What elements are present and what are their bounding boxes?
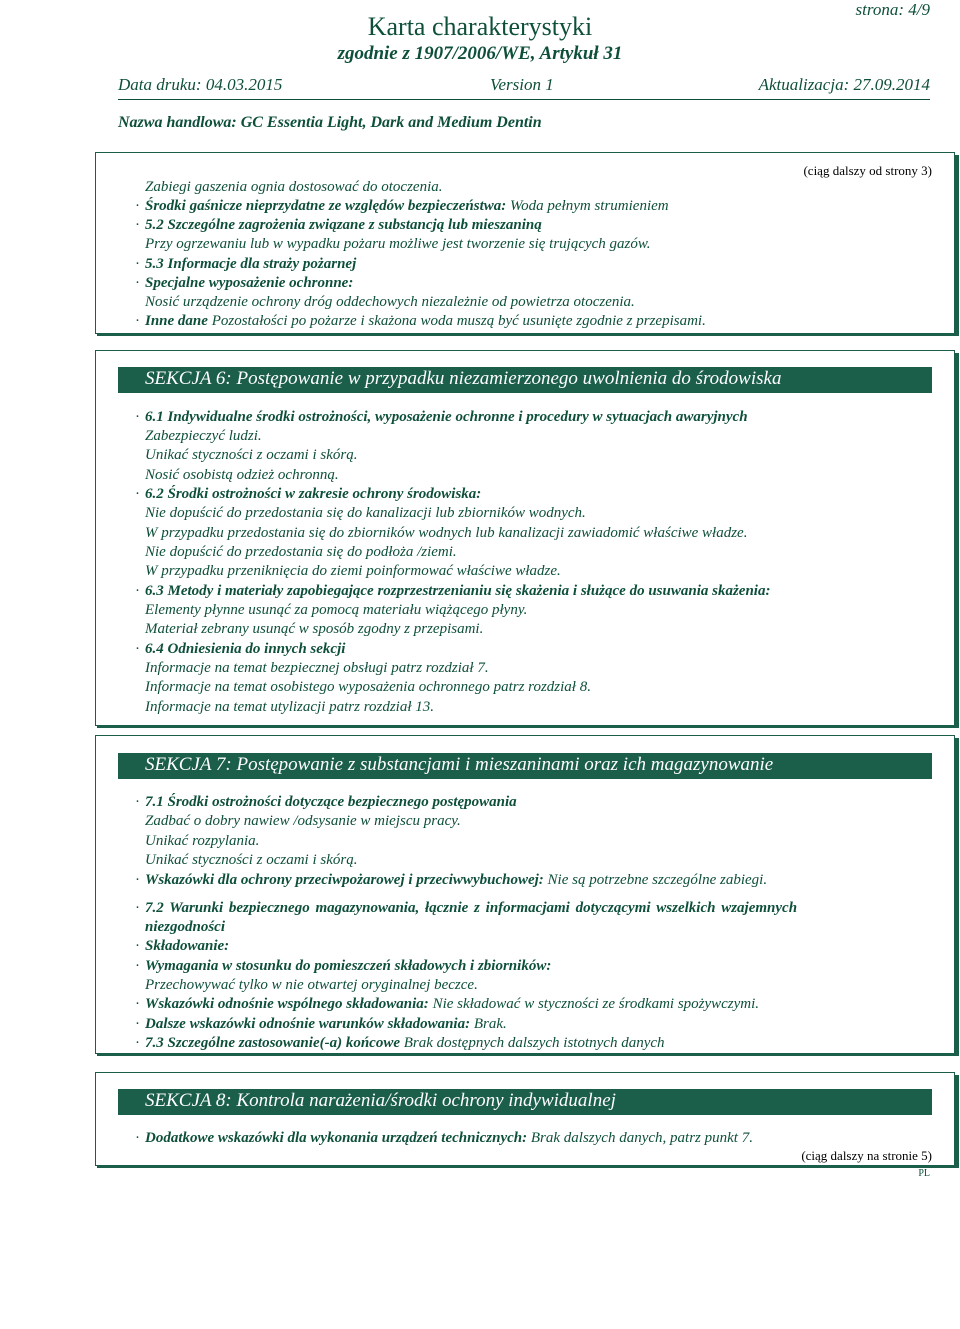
- subsection-heading: · 7.3 Szczególne zastosowanie(-a) końcowe Brak dostępnych dalszych istotnych danych: [135, 1035, 665, 1051]
- print-date: Data druku: 04.03.2015: [118, 75, 283, 94]
- section8-box: [95, 1072, 955, 1166]
- section8-title-bar: [118, 1089, 932, 1115]
- subsection-heading: · 5.3 Informacje dla straży pożarnej: [135, 256, 357, 272]
- language-code: PL: [918, 1168, 930, 1179]
- section6-title-bar: [118, 367, 932, 393]
- trade-name: Nazwa handlowa: GC Essentia Light, Dark and Medium Dentin: [118, 114, 542, 131]
- text-line: Zabiegi gaszenia ognia dostosować do otoczenia.: [145, 179, 443, 195]
- section8-title: SEKCJA 8: Kontrola narażenia/środki ochrony indywidualnej: [145, 1090, 616, 1111]
- text-line: · Składowanie:: [135, 938, 230, 954]
- text-line: W przypadku przeniknięcia do ziemi poinformować właściwe władze.: [145, 563, 561, 579]
- header-rule: [118, 99, 930, 100]
- text-line: Unikać styczności z oczami i skórą.: [145, 447, 358, 463]
- version: Version 1: [490, 75, 554, 94]
- text-line: · Dalsze wskazówki odnośnie warunków składowania: Brak.: [135, 1016, 507, 1032]
- subsection-heading: · 6.3 Metody i materiały zapobiegające rozprzestrzenianiu się skażenia i służące do usuwania skażenia:: [135, 583, 771, 599]
- update-date: Aktualizacja: 27.09.2014: [758, 75, 930, 94]
- continued-from: (ciąg dalszy od strony 3): [803, 163, 932, 178]
- text-line: Informacje na temat utylizacji patrz rozdział 13.: [145, 699, 435, 715]
- text-line: Przy ogrzewaniu lub w wypadku pożaru możliwe jest tworzenie się trujących gazów.: [145, 236, 651, 252]
- text-line: Przechowywać tylko w nie otwartej oryginalnej beczce.: [145, 977, 478, 993]
- subsection-heading: · 6.1 Indywidualne środki ostrożności, wyposażenie ochronne i procedury w sytuacjach awaryjnych: [135, 409, 748, 425]
- page-number: strona: 4/9: [855, 0, 930, 19]
- subsection-heading: · 5.2 Szczególne zagrożenia związane z substancją lub mieszaniną: [135, 217, 542, 233]
- text-line: Nie dopuścić do przedostania się do podłoża /ziemi.: [145, 544, 457, 560]
- text-line: Nosić osobistą odzież ochronną.: [145, 467, 339, 483]
- section7-title: SEKCJA 7: Postępowanie z substancjami i mieszaninami oraz ich magazynowanie: [145, 754, 774, 775]
- text-line: Zabezpieczyć ludzi.: [145, 428, 262, 444]
- text-line: · Inne dane Pozostałości po pożarze i skażona woda muszą być usunięte zgodnie z przepisami.: [135, 313, 706, 329]
- document-subtitle: zgodnie z 1907/2006/WE, Artykuł 31: [337, 43, 623, 64]
- text-line: Zadbać o dobry nawiew /odsysanie w miejscu pracy.: [145, 813, 461, 829]
- subsection-heading-cont: niezgodności: [145, 919, 226, 935]
- subsection-heading: · 7.2 Warunki bezpiecznego magazynowania, łącznie z informacjami dotyczącymi wszelkich wzajemnych: [135, 900, 798, 916]
- text-line: · Środki gaśnicze nieprzydatne ze względów bezpieczeństwa: Woda pełnym strumieniem: [135, 198, 669, 214]
- text-line: Nosić urządzenie ochrony dróg oddechowych niezależnie od powietrza otoczenia.: [145, 294, 635, 310]
- text-line: Materiał zebrany usunąć w sposób zgodny z przepisami.: [145, 621, 484, 637]
- text-line: W przypadku przedostania się do zbiorników wodnych lub kanalizacji zawiadomić właściwe władze.: [145, 525, 748, 541]
- text-line: · Specjalne wyposażenie ochronne:: [135, 275, 354, 291]
- section7-title-bar: [118, 753, 932, 779]
- subsection-heading: · 6.2 Środki ostrożności w zakresie ochrony środowiska:: [135, 486, 482, 502]
- text-line: · Wskazówki dla ochrony przeciwpożarowej i przeciwwybuchowej: Nie są potrzebne szczególne zabiegi.: [135, 872, 768, 888]
- text-line: Unikać rozpylania.: [145, 833, 260, 849]
- text-line: Informacje na temat bezpiecznej obsługi patrz rozdział 7.: [145, 660, 489, 676]
- text-line: · Wskazówki odnośnie wspólnego składowania: Nie składować w styczności ze środkami spożywczymi.: [135, 996, 760, 1012]
- document-title: Karta charakterystyki: [367, 12, 593, 41]
- text-line: · Dodatkowe wskazówki dla wykonania urządzeń technicznych: Brak dalszych danych, patrz punkt 7.: [135, 1130, 753, 1146]
- section6-title: SEKCJA 6: Postępowanie w przypadku niezamierzonego uwolnienia do środowiska: [145, 368, 782, 389]
- text-line: · Wymagania w stosunku do pomieszczeń składowych i zbiorników:: [135, 958, 552, 974]
- text-line: Informacje na temat osobistego wyposażenia ochronnego patrz rozdział 8.: [145, 679, 591, 695]
- text-line: Nie dopuścić do przedostania się do kanalizacji lub zbiorników wodnych.: [145, 505, 586, 521]
- text-line: Unikać styczności z oczami i skórą.: [145, 852, 358, 868]
- text-line: Elementy płynne usunąć za pomocą materiału wiążącego płyny.: [145, 602, 528, 618]
- subsection-heading: · 7.1 Środki ostrożności dotyczące bezpiecznego postępowania: [135, 794, 517, 810]
- continued-to: (ciąg dalszy na stronie 5): [801, 1148, 932, 1163]
- subsection-heading: · 6.4 Odniesienia do innych sekcji: [135, 641, 346, 657]
